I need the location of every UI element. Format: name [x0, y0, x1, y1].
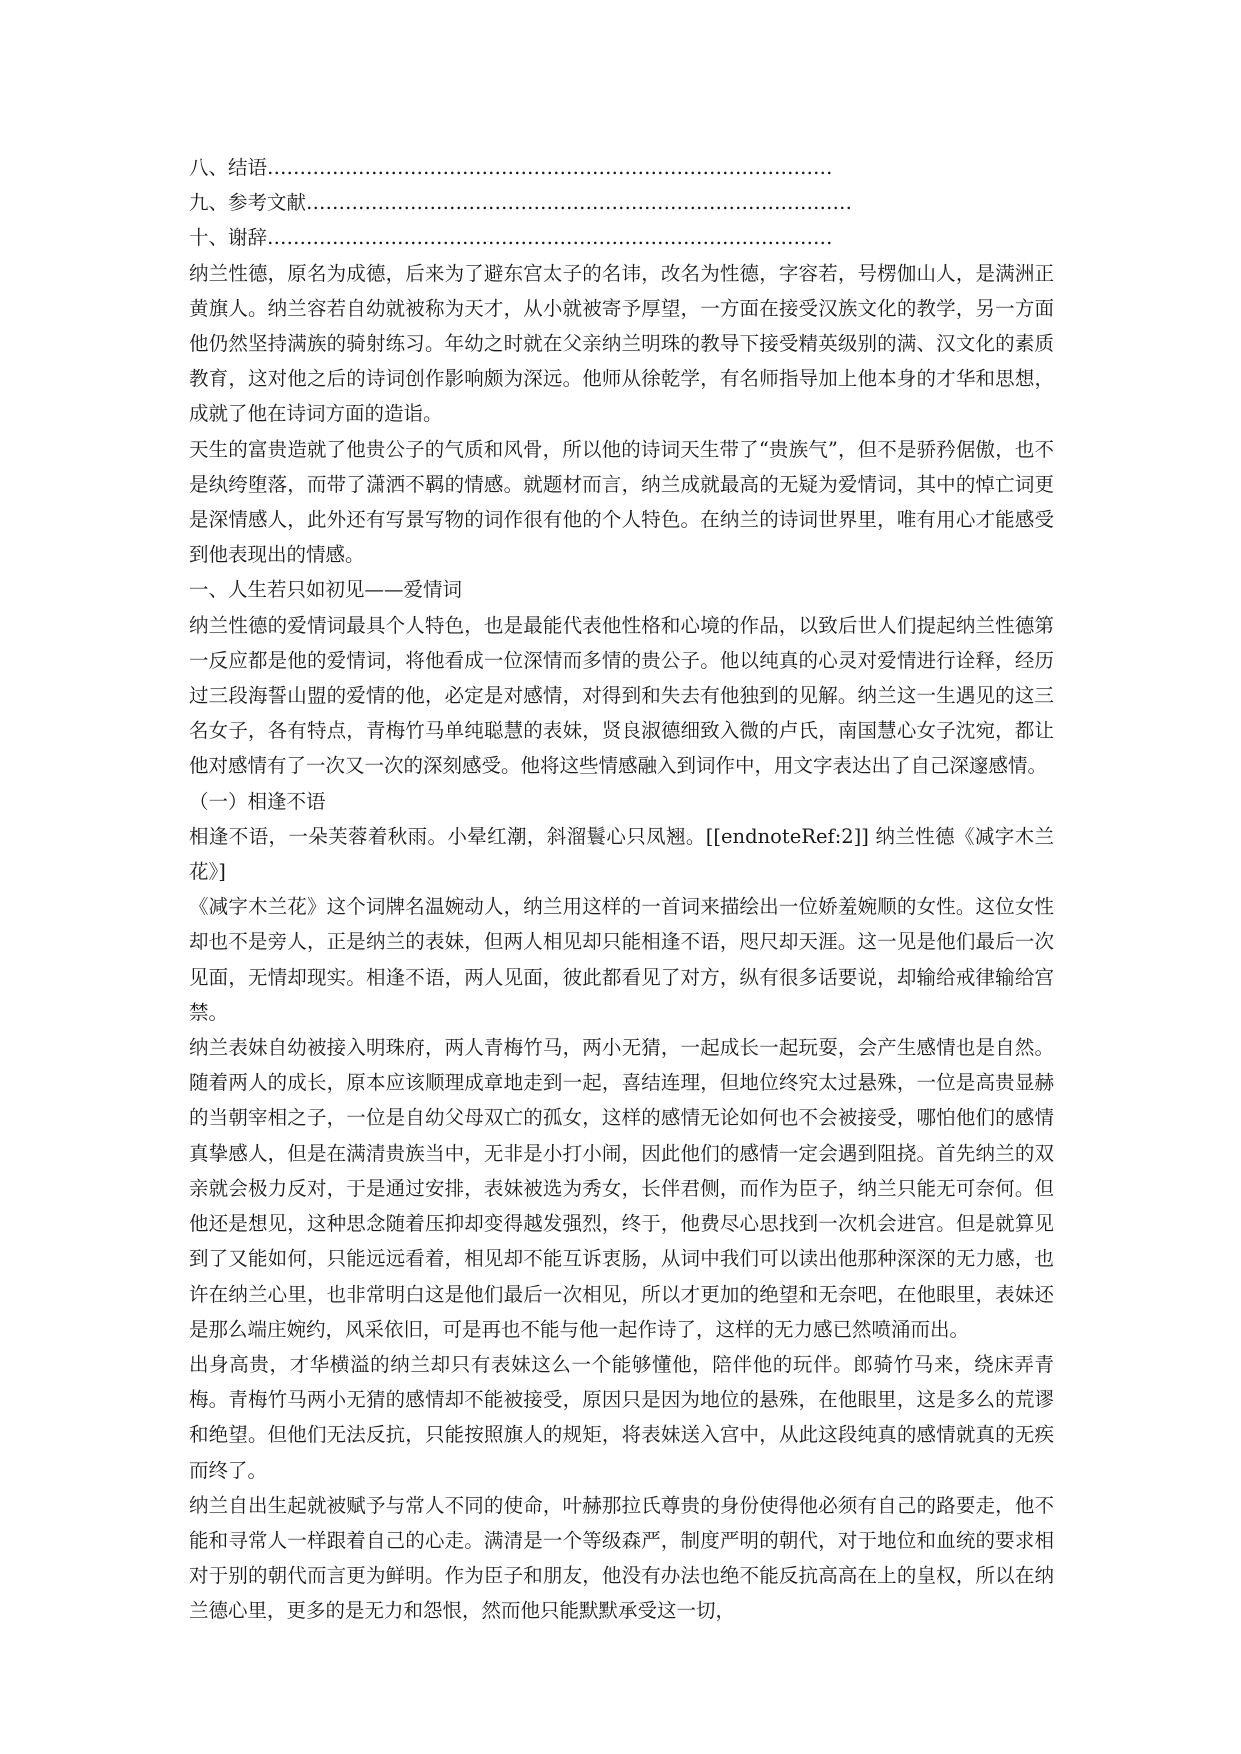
- paragraph-analysis-3: 出身高贵，才华横溢的纳兰却只有表妹这么一个能够懂他，陪伴他的玩伴。郎骑竹马来，绕床弄青梅。青梅竹马两小无猜的感情却不能被接受，原因只是因为地位的悬殊，在他眼里，这是多么的荒谬和绝望。但他们无法反抗，只能按照旗人的规矩，将表妹送入宫中，从此这段纯真的感情就真的无疾而终了。: [189, 1352, 1054, 1482]
- document-page: [189, 150, 1054, 1629]
- paragraph-analysis-4: 纳兰自出生起就被赋予与常人不同的使命，叶赫那拉氏尊贵的身份使得他必须有自己的路要走，他不能和寻常人一样跟着自己的心走。满清是一个等级森严，制度严明的朝代，对于地位和血统的要求相对于别的朝代而言更为鲜明。作为臣子和朋友，他没有办法也绝不能反抗高高在上的皇权，所以在纳兰德心里，更多的是无力和怨恨，然而他只能默默承受这一切，: [189, 1493, 1054, 1623]
- toc-label: 十、谢辞: [189, 226, 268, 250]
- paragraph-analysis-1: 《减字木兰花》这个词牌名温婉动人，纳兰用这样的一首词来描绘出一位娇羞婉顺的女性。这位女性却也不是旁人，正是纳兰的表妹，但两人相见却只能相逢不语，咫尺却天涯。这一见是他们最后一次见面，无情却现实。相逢不语，两人见面，彼此都看见了对方，纵有很多话要说，却输给戒律输给宫禁。: [189, 895, 1054, 1024]
- table-of-contents: [189, 150, 1054, 256]
- toc-leader: …………………………………………………………………………: [306, 191, 853, 215]
- section-heading-love-poems: 一、人生若只如初见——爱情词: [189, 578, 463, 602]
- paragraph-quote: 相逢不语，一朵芙蓉着秋雨。小晕红潮，斜溜鬟心只凤翘。[[endnoteRef:2]] 纳兰性德《减字木兰花》]: [189, 824, 1054, 884]
- toc-label: 九、参考文献: [189, 191, 307, 215]
- toc-entry-acknowledgements[interactable]: [189, 220, 1054, 255]
- paragraph-intro: 纳兰性德，原名为成德，后来为了避东宫太子的名讳，改名为性德，字容若，号楞伽山人，是满洲正黄旗人。纳兰容若自幼就被称为天才，从小就被寄予厚望，一方面在接受汉族文化的教学，另一方面他仍然坚持满族的骑射练习。年幼之时就在父亲纳兰明珠的教导下接受精英级别的满、汉文化的素质教育，这对他之后的诗词创作影响颇为深远。他师从徐乾学，有名师指导加上他本身的才华和思想，成就了他在诗词方面的造诣。: [189, 261, 1054, 426]
- paragraph-analysis-2: 纳兰表妹自幼被接入明珠府，两人青梅竹马，两小无猜，一起成长一起玩耍，会产生感情也是自然。随着两人的成长，原本应该顺理成章地走到一起，喜结连理，但地位终究太过悬殊，一位是高贵显赫的当朝宰相之子，一位是自幼父母双亡的孤女，这样的感情无论如何也不会被接受，哪怕他们的感情真挚感人，但是在满清贵族当中，无非是小打小闹，因此他们的感情一定会遇到阻挠。首先纳兰的双亲就会极力反对，于是通过安排，表妹被选为秀女，长伴君侧，而作为臣子，纳兰只能无可奈何。但他还是想见，这种思念随着压抑却变得越发强烈，终于，他费尽心思找到一次机会进宫。但是就算见到了又能如何，只能远远看着，相见却不能互诉衷肠，从词中我们可以读出他那种深深的无力感，也许在纳兰心里，也非常明白这是他们最后一次相见，所以才更加的绝望和无奈吧，在他眼里，表妹还是那么端庄婉约，风采依旧，可是再也不能与他一起作诗了，这样的无力感已然喷涌而出。: [189, 1036, 1054, 1341]
- toc-leader: ……………………………………………………………………………: [267, 156, 833, 179]
- toc-entry-references[interactable]: [189, 185, 1054, 220]
- paragraph-love-poems: 纳兰性德的爱情词最具个人特色，也是最能代表他性格和心境的作品，以致后世人们提起纳兰性德第一反应都是他的爱情词，将他看成一位深情而多情的贵公子。他以纯真的心灵对爱情进行诠释，经历过三段海誓山盟的爱情的他，必定是对感情，对得到和失去有他独到的见解。纳兰这一生遇见的这三名女子，各有特点，青梅竹马单纯聪慧的表妹，贤良淑德细致入微的卢氏，南国慧心女子沈宛，都让他对感情有了一次又一次的深刻感受。他将这些情感融入到词作中，用文字表达出了自己深邃感情。: [189, 613, 1054, 778]
- subsection-heading: （一）相逢不语: [189, 789, 326, 813]
- paragraph-background: 天生的富贵造就了他贵公子的气质和风骨，所以他的诗词天生带了“贵族气”，但不是骄矜倨傲，也不是纨绔堕落，而带了潇洒不羁的情感。就题材而言，纳兰成就最高的无疑为爱情词，其中的悼亡词更是深情感人，此外还有写景写物的词作很有他的个人特色。在纳兰的诗词世界里，唯有用心才能感受到他表现出的情感。: [189, 437, 1054, 567]
- toc-label: 八、结语: [189, 156, 268, 179]
- toc-entry-conclusion[interactable]: [189, 150, 1054, 185]
- body-text: [189, 256, 1054, 1629]
- toc-leader: ……………………………………………………………………………: [267, 226, 833, 250]
